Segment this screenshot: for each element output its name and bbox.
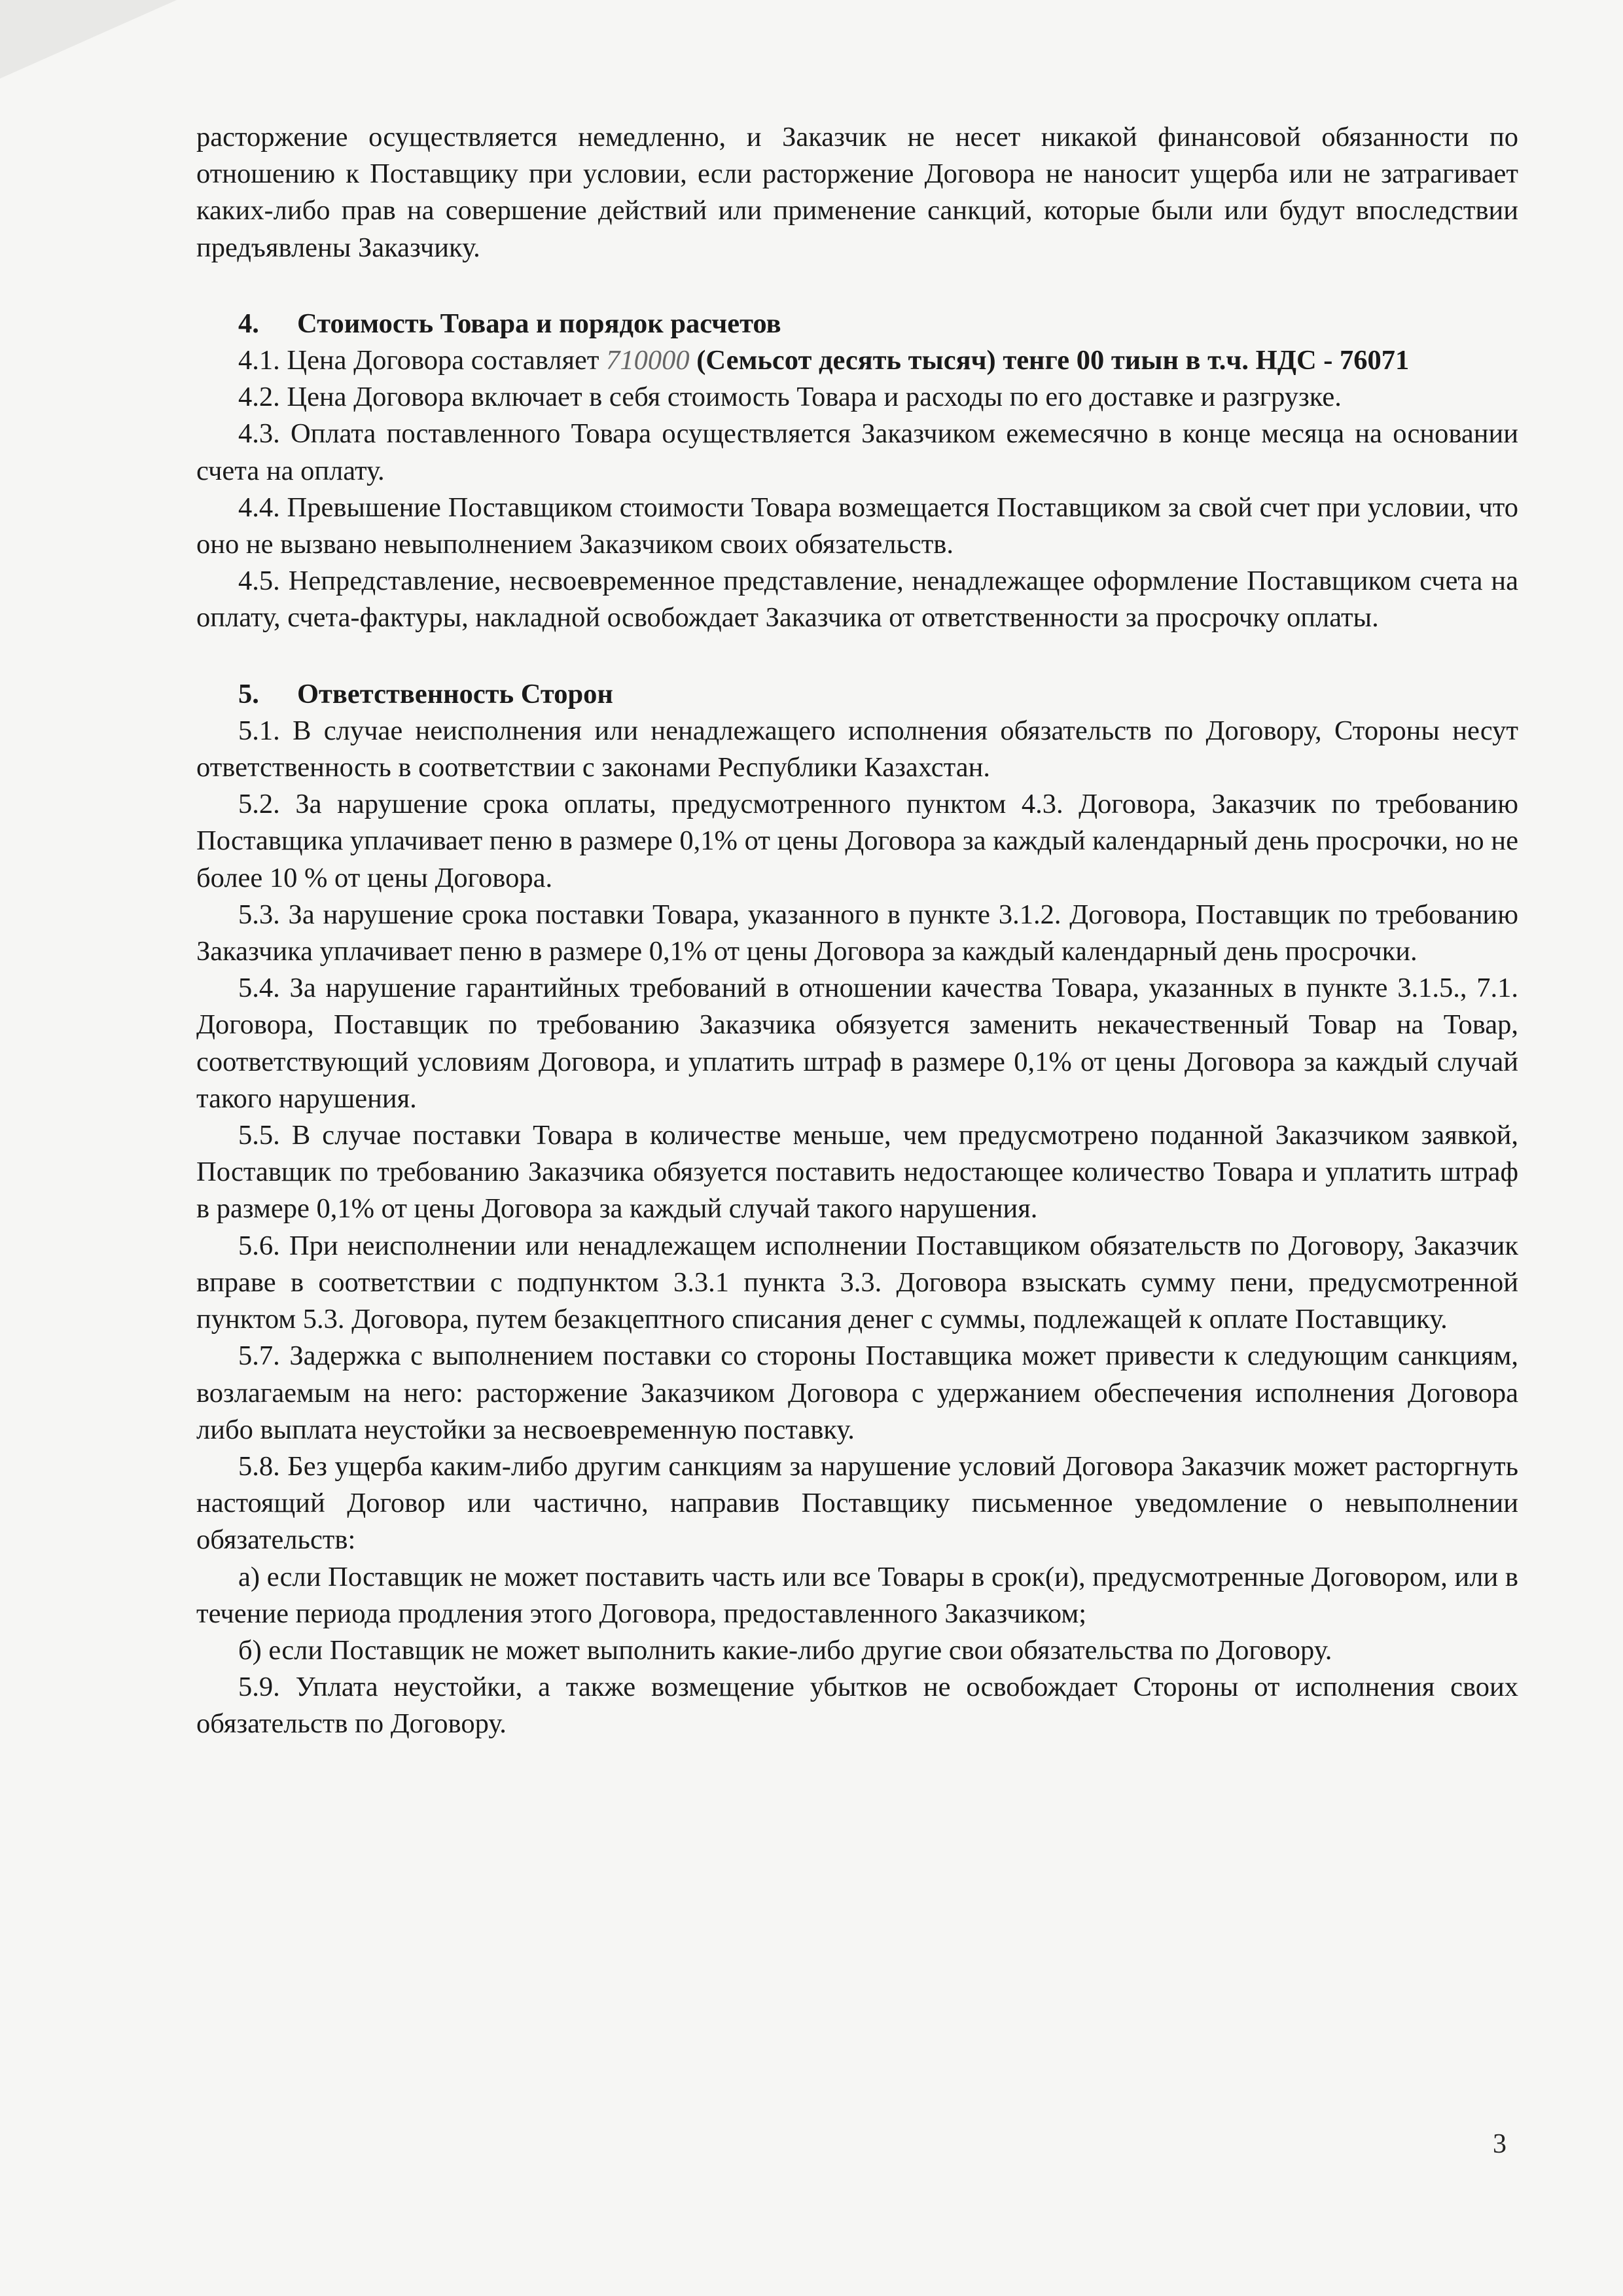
- clause-5-4: 5.4. За нарушение гарантийных требований в отношении качества Товара, указанных в пункте 3.1.5., 7.1. Договора, Поставщик по требованию Заказчика обязуется заменить некачественный Товар на Товар, соответствующий условиям Договора, и уплатить штраф в размере 0,1% от цены Договора за каждый случай такого нарушения.: [196, 973, 1518, 1114]
- clause-5-2: 5.2. За нарушение срока оплаты, предусмотренного пунктом 4.3. Договора, Заказчик по требованию Поставщика уплачивает пеню в размере 0,1% от цены Договора за каждый календарный день просрочки, но не более 10 % от цены Договора.: [196, 789, 1518, 893]
- section-4-title: Стоимость Товара и порядок расчетов: [297, 308, 781, 339]
- clause-5-1: 5.1. В случае неисполнения или ненадлежащего исполнения обязательств по Договору, Стороны несут ответственность в соответствии с законами Республики Казахстан.: [196, 715, 1518, 783]
- clause-5-8: 5.8. Без ущерба каким-либо другим санкциям за нарушение условий Договора Заказчик может расторгнуть настоящий Договор или частично, направив Поставщику письменное уведомление о невыполнении обязательств:: [196, 1450, 1518, 1556]
- spacer: [196, 266, 1518, 306]
- section-5-heading: [196, 676, 1518, 713]
- section-5-title: Ответственность Сторон: [297, 678, 613, 709]
- document-body: [196, 119, 1518, 1743]
- clause-4-3: 4.3. Оплата поставленного Товара осуществляется Заказчиком ежемесячно в конце месяца на основании счета на оплату.: [196, 418, 1518, 486]
- clause-5-9: 5.9. Уплата неустойки, а также возмещение убытков не освобождает Стороны от исполнения своих обязательств по Договору.: [196, 1672, 1518, 1740]
- page-number: 3: [1493, 2129, 1507, 2159]
- contract-price-value: 710000: [606, 345, 690, 376]
- clause-4-1: [196, 342, 1518, 379]
- clause-5-5: 5.5. В случае поставки Товара в количестве меньше, чем предусмотрено поданной Заказчиком заявкой, Поставщик по требованию Заказчика обязуется поставить недостающее количество Товара и уплатить штраф в размере 0,1% от цены Договора за каждый случай такого нарушения.: [196, 1120, 1518, 1225]
- section-4-heading: [196, 306, 1518, 342]
- clause-5-8-b: б) если Поставщик не может выполнить какие-либо другие свои обязательства по Договору.: [238, 1634, 1332, 1666]
- clause-4-1-text: 4.1. Цена Договора составляет: [238, 345, 607, 376]
- clause-5-3: 5.3. За нарушение срока поставки Товара, указанного в пункте 3.1.2. Договора, Поставщик по требованию Заказчика уплачивает пеню в размере 0,1% от цены Договора за каждый календарный день просрочки.: [196, 899, 1518, 967]
- spacer: [196, 637, 1518, 676]
- clause-5-6: 5.6. При неисполнении или ненадлежащем исполнении Поставщиком обязательств по Договору, Заказчик вправе в соответствии с подпунктом 3.3.1 пункта 3.3. Договора взыскать сумму пени, предусмотренной пунктом 5.3. Договора, путем безакцептного списания денег с суммы, подлежащей к оплате Поставщику.: [196, 1230, 1518, 1335]
- clause-5-7: 5.7. Задержка с выполнением поставки со стороны Поставщика может привести к следующим санкциям, возлагаемым на него: расторжение Заказчиком Договора с удержанием обеспечения исполнения Договора либо выплата неустойки за несвоевременную поставку.: [196, 1340, 1518, 1445]
- clause-5-8-a: а) если Поставщик не может поставить часть или все Товары в срок(и), предусмотренные Договором, или в течение периода продления этого Договора, предоставленного Заказчиком;: [196, 1561, 1518, 1629]
- intro-paragraph: расторжение осуществляется немедленно, и Заказчик не несет никакой финансовой обязанности по отношению к Поставщику при условии, если расторжение Договора не наносит ущерба или не затрагивает каких-либо прав на совершение действий или применение санкций, которые были или будут впоследствии предъявлены Заказчику.: [196, 122, 1518, 263]
- page-corner-fold: [0, 0, 177, 79]
- section-4-number: 4.: [238, 308, 259, 339]
- clause-4-4: 4.4. Превышение Поставщиком стоимости Товара возмещается Поставщиком за свой счет при условии, что оно не вызвано невыполнением Заказчиком своих обязательств.: [196, 492, 1518, 560]
- section-5-number: 5.: [238, 678, 259, 709]
- clause-4-2: 4.2. Цена Договора включает в себя стоимость Товара и расходы по его доставке и разгрузке.: [238, 382, 1342, 413]
- contract-price-words: (Семьсот десять тысяч) тенге 00 тиын в т.ч. НДС - 76071: [689, 345, 1410, 376]
- clause-4-5: 4.5. Непредставление, несвоевременное представление, ненадлежащее оформление Поставщиком счета на оплату, счета-фактуры, накладной освобождает Заказчика от ответственности за просрочку оплаты.: [196, 565, 1518, 634]
